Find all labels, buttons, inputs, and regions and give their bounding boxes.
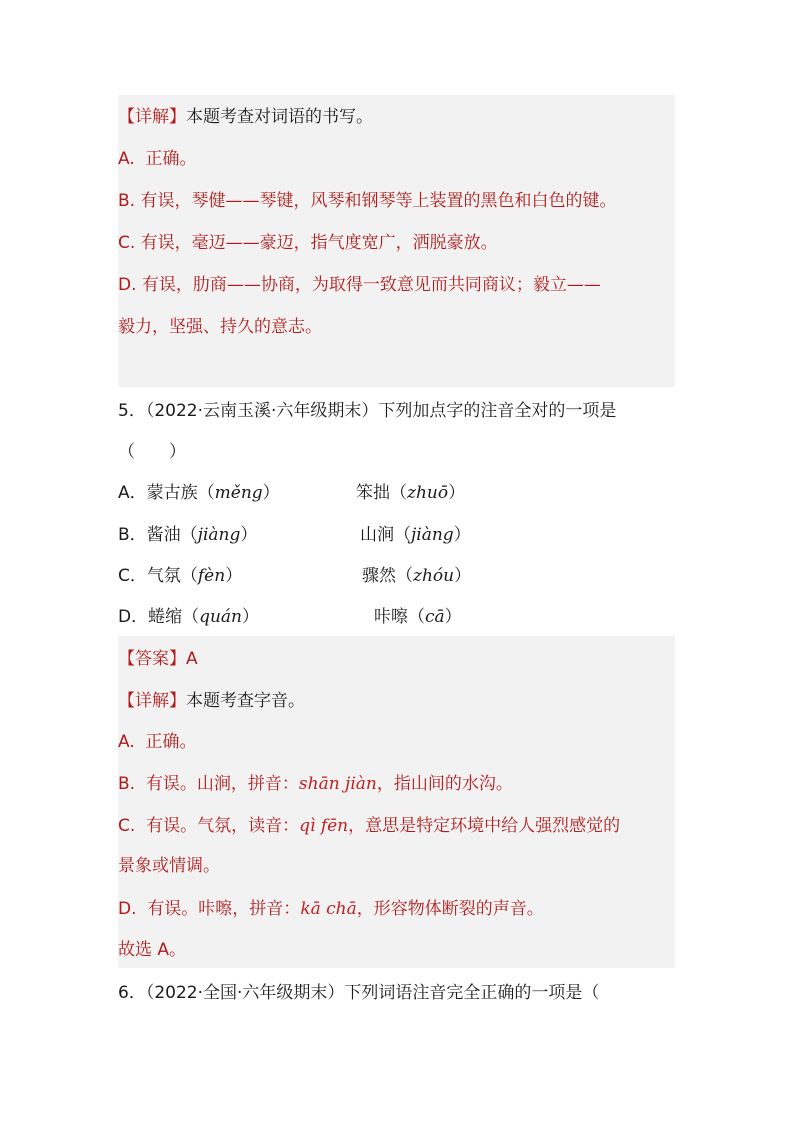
option-note-text: 毅力，坚强、持久的意志。: [118, 317, 322, 337]
option-letter: C.: [118, 816, 136, 836]
option-note-text: 景象或情调。: [118, 856, 220, 876]
option-pinyin: fèn: [197, 566, 226, 586]
explain-line-q4: [118, 102, 373, 132]
option-d-second: 咔嚓（cā）: [374, 607, 462, 627]
option-a-note: [118, 144, 197, 174]
option-word: 笨拙: [356, 483, 390, 503]
option-b-note: [118, 186, 616, 216]
option-pinyin: quán: [199, 607, 243, 627]
answer-c-note-cont: [118, 851, 220, 881]
option-pinyin: jiàng: [411, 525, 454, 545]
option-a-second: 笨拙（zhuō）: [356, 483, 466, 503]
option-pinyin: jiàng: [197, 525, 241, 545]
answer-tag: 【答案】: [118, 649, 186, 669]
explain-text: 本题考查字音。: [186, 691, 305, 711]
option-b-second: 山涧（jiàng）: [360, 525, 471, 545]
answer-a-note: [118, 727, 197, 757]
option-pinyin: měng: [214, 483, 263, 503]
option-b: B．酱油（jiàng）: [118, 525, 258, 545]
answer-line-q5: [118, 644, 198, 674]
explain-line-q5: [118, 686, 305, 716]
option-d-note: [118, 270, 601, 300]
option-label: A．: [118, 483, 147, 503]
option-note-text: 正确。: [145, 732, 197, 752]
option-word: 咔嚓: [374, 607, 408, 627]
option-letter: A.: [118, 732, 135, 752]
option-note-text: ，形容物体断裂的声音。: [356, 899, 544, 919]
option-note-text: ，指山间的水沟。: [376, 774, 513, 794]
conclusion-line: [118, 935, 186, 965]
option-pinyin: cā: [425, 607, 445, 627]
question-5-stem: [118, 396, 616, 426]
option-word: 骤然: [362, 566, 396, 586]
answer-b-note: [118, 769, 513, 799]
answer-value: A: [186, 649, 198, 669]
explain-tag: 【详解】: [118, 691, 186, 711]
option-letter: C.: [118, 233, 136, 253]
answer-d-note: [118, 894, 544, 924]
option-label: B．: [118, 525, 147, 545]
option-label: D．: [118, 607, 149, 627]
option-letter: A.: [118, 149, 135, 169]
pinyin-text: qì fēn: [299, 816, 349, 836]
option-note-text: 正确。: [145, 149, 197, 169]
explain-tag: 【详解】: [118, 107, 186, 127]
pinyin-text: kā chā: [300, 899, 357, 919]
option-note-text: 有误。咔嚓，拼音：: [147, 899, 301, 919]
option-note-text: 有误。气氛，读音：: [146, 816, 300, 836]
explain-text: 本题考查对词语的书写。: [186, 107, 373, 127]
option-word: 酱油: [146, 525, 181, 545]
option-pinyin: zhóu: [413, 566, 455, 586]
option-a: A．蒙古族（měng）: [118, 483, 280, 503]
option-c-second: 骤然（zhóu）: [362, 566, 472, 586]
answer-c-note: [118, 811, 620, 841]
option-word: 山涧: [360, 525, 394, 545]
option-letter: B.: [118, 774, 136, 794]
option-word: 蒙古族: [146, 483, 198, 503]
option-c-note: [118, 228, 498, 258]
option-note-text: 有误，琴健——琴键，风琴和钢琴等上装置的黑色和白色的键。: [140, 191, 617, 211]
option-d-note-cont: [118, 312, 322, 342]
option-note-text: 有误，毫迈——豪迈，指气度宽广，洒脱豪放。: [140, 233, 498, 253]
option-label: C．: [118, 566, 147, 586]
option-word: 蜷缩: [148, 607, 183, 627]
question-text: 6．（2022·全国·六年级期末）下列词语注音完全正确的一项是（: [118, 983, 600, 1003]
question-text: 5．（2022·云南玉溪·六年级期末）下列加点字的注音全对的一项是: [118, 401, 617, 421]
option-note-text: 有误。山涧，拼音：: [145, 774, 299, 794]
option-pinyin: zhuō: [407, 483, 449, 503]
question-5-paren: [118, 437, 186, 467]
question-6-stem: [118, 978, 599, 1008]
option-note-text: 有误，肋商——协商，为取得一致意见而共同商议；毅立——: [141, 275, 601, 295]
option-d: D．蜷缩（quán）: [118, 607, 260, 627]
option-note-text: ，意思是特定环境中给人强烈感觉的: [348, 816, 621, 836]
answer-blank: （ ）: [118, 442, 186, 462]
option-letter: D.: [118, 899, 137, 919]
conclusion-text: 故选 A。: [118, 940, 187, 960]
pinyin-text: shān jiàn: [298, 774, 377, 794]
option-letter: D.: [118, 275, 137, 295]
option-word: 气氛: [146, 566, 181, 586]
option-letter: B.: [118, 191, 136, 211]
option-c: C．气氛（fèn）: [118, 566, 243, 586]
